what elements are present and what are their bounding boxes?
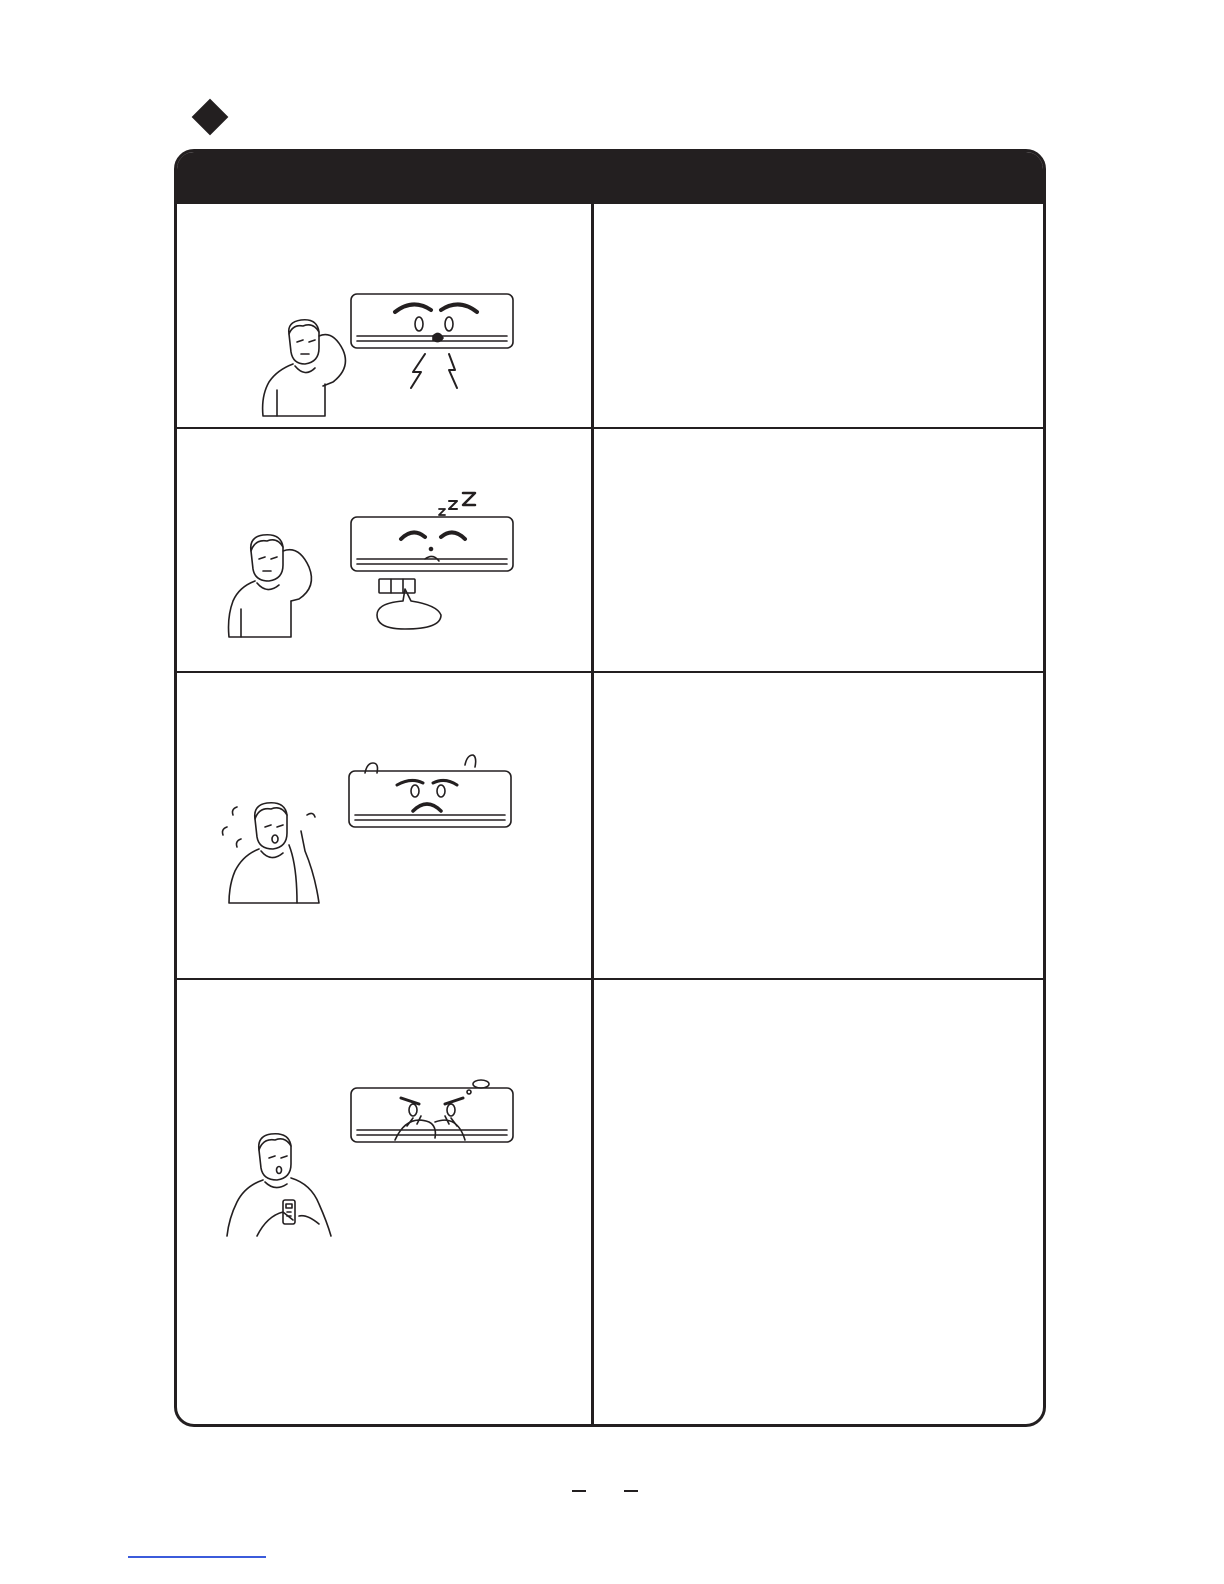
table-row [177,429,1043,671]
footer-link-underline[interactable] [128,1556,266,1558]
page-number-dash [624,1490,638,1492]
man-holding-remote-ac-covering-mouth-icon [223,1084,543,1244]
table-row [177,980,1043,1424]
man-covering-ear-noisy-ac-icon [253,292,553,422]
page-number [572,1474,638,1498]
diamond-bullet-icon [192,99,229,136]
man-sweating-sad-ac-icon [215,755,535,915]
table-header-bar [177,152,1043,204]
table-row [177,204,1043,427]
man-covering-ear-sleeping-ac-icon [227,491,547,661]
table-row [177,673,1043,978]
troubleshooting-table [174,149,1046,1427]
